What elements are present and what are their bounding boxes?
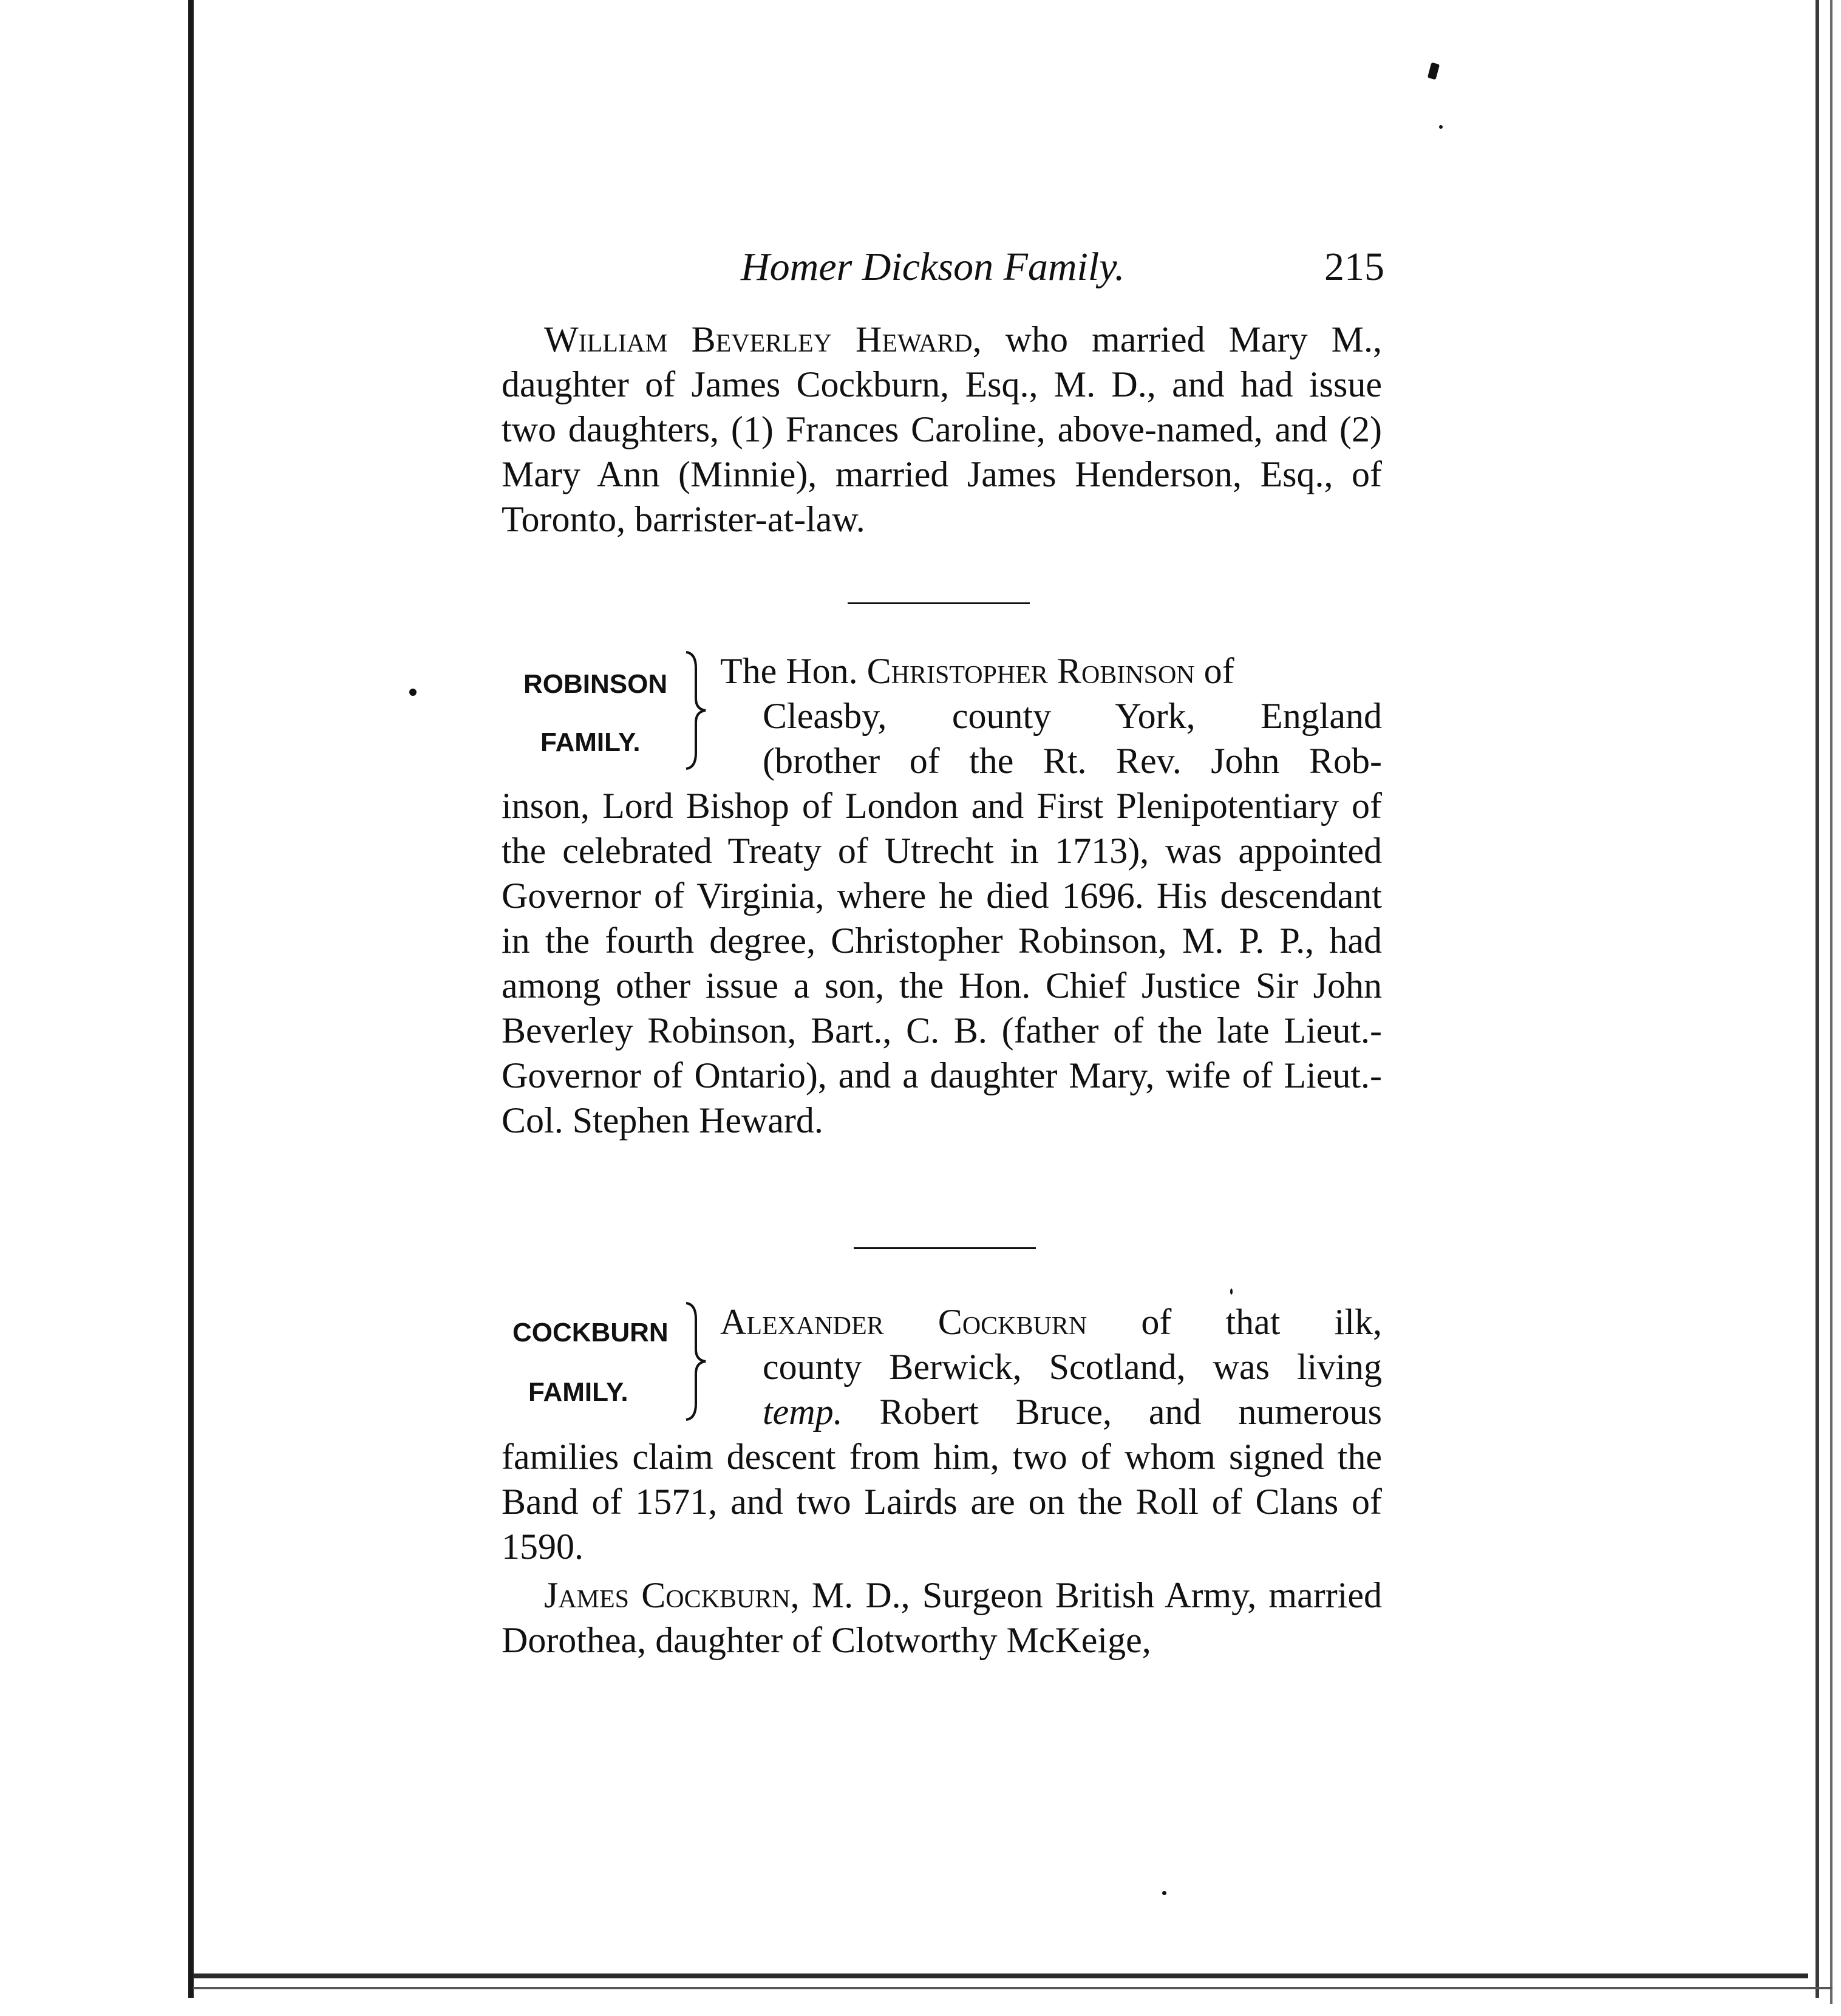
- section-divider: [854, 1247, 1036, 1249]
- scan-speck: [1162, 1891, 1166, 1895]
- cockburn-section: [502, 1299, 1382, 1663]
- robinson-line-3: (brother of the Rt. Rev. John Rob-: [763, 741, 1382, 781]
- robinson-section: [502, 649, 1382, 1143]
- robinson-line1-end: of: [1194, 651, 1234, 691]
- cockburn-line1-end: of that ilk,: [1087, 1302, 1382, 1342]
- cockburn-name: Alexander Cockburn: [720, 1302, 1087, 1342]
- heward-name: William Beverley Heward,: [544, 319, 982, 359]
- sidehead-line-1: COCKBURN: [512, 1318, 669, 1347]
- heward-text: who married Mary M., daughter of James Cockburn, Esq., M. D., and had issue two daughters, (1) Frances Caroline, above-named, and (2) Mary Ann (Minnie), married James Henderson, Esq., of Toronto, barrister-at-law.: [502, 319, 1382, 539]
- james-cockburn-name: James Cockburn,: [544, 1575, 800, 1615]
- section-divider: [848, 602, 1030, 604]
- cockburn-line-2: county Berwick, Scotland, was living: [763, 1347, 1382, 1387]
- robinson-name: Christopher Robinson: [866, 651, 1195, 691]
- sidehead-line-1: ROBINSON: [523, 669, 668, 699]
- running-title: Homer Dickson Family.: [741, 245, 1125, 289]
- cockburn-line-3: Robert Bruce, and numerous: [842, 1392, 1382, 1432]
- scan-speck: [1439, 125, 1443, 129]
- cockburn-temp: temp.: [763, 1392, 843, 1432]
- page-right-edge-outer: [1830, 0, 1832, 2004]
- james-cockburn-text: M. D., Surgeon British Army, married Dorothea, daughter of Clotworthy McKeige,: [502, 1575, 1382, 1660]
- robinson-lead: The Hon.: [720, 651, 867, 691]
- heward-paragraph: [502, 317, 1382, 542]
- brace-icon: [684, 650, 708, 771]
- scan-speck: [409, 689, 417, 696]
- page-spine-edge: [188, 0, 194, 1998]
- cockburn-body: families claim descent from him, two of whom signed the Band of 1571, and two Lairds are on the Roll of Clans of 1590.: [502, 1437, 1382, 1567]
- sidehead-line-2: FAMILY.: [528, 1377, 628, 1407]
- robinson-sidehead: [502, 649, 714, 782]
- page-right-edge: [1815, 0, 1819, 1998]
- sidehead-line-2: FAMILY.: [540, 727, 641, 757]
- page-bottom-edge-outer: [193, 1987, 1832, 1989]
- page-header: [741, 243, 1384, 291]
- scan-speck: [1230, 1289, 1233, 1295]
- cockburn-sidehead: [502, 1299, 714, 1433]
- robinson-body: inson, Lord Bishop of London and First Plenipotentiary of the celebrated Treaty of Utrecht in 1713), was appointed Governor of Virginia, where he died 1696. His descendant in the fourth degree, Christopher Robinson, M. P. P., had among other issue a son, the Hon. Chief Justice Sir John Beverley Robinson, Bart., C. B. (father of the late Lieut.-Governor of Ontario), and a daughter Mary, wife of Lieut.-Col. Stephen Heward.: [502, 786, 1382, 1140]
- page-bottom-edge: [193, 1973, 1808, 1978]
- scan-speck: [1428, 63, 1440, 80]
- page-number: 215: [1324, 245, 1384, 289]
- brace-icon: [684, 1301, 708, 1422]
- scan-margin-left: [0, 0, 188, 2016]
- robinson-line-2: Cleasby, county York, England: [763, 696, 1382, 736]
